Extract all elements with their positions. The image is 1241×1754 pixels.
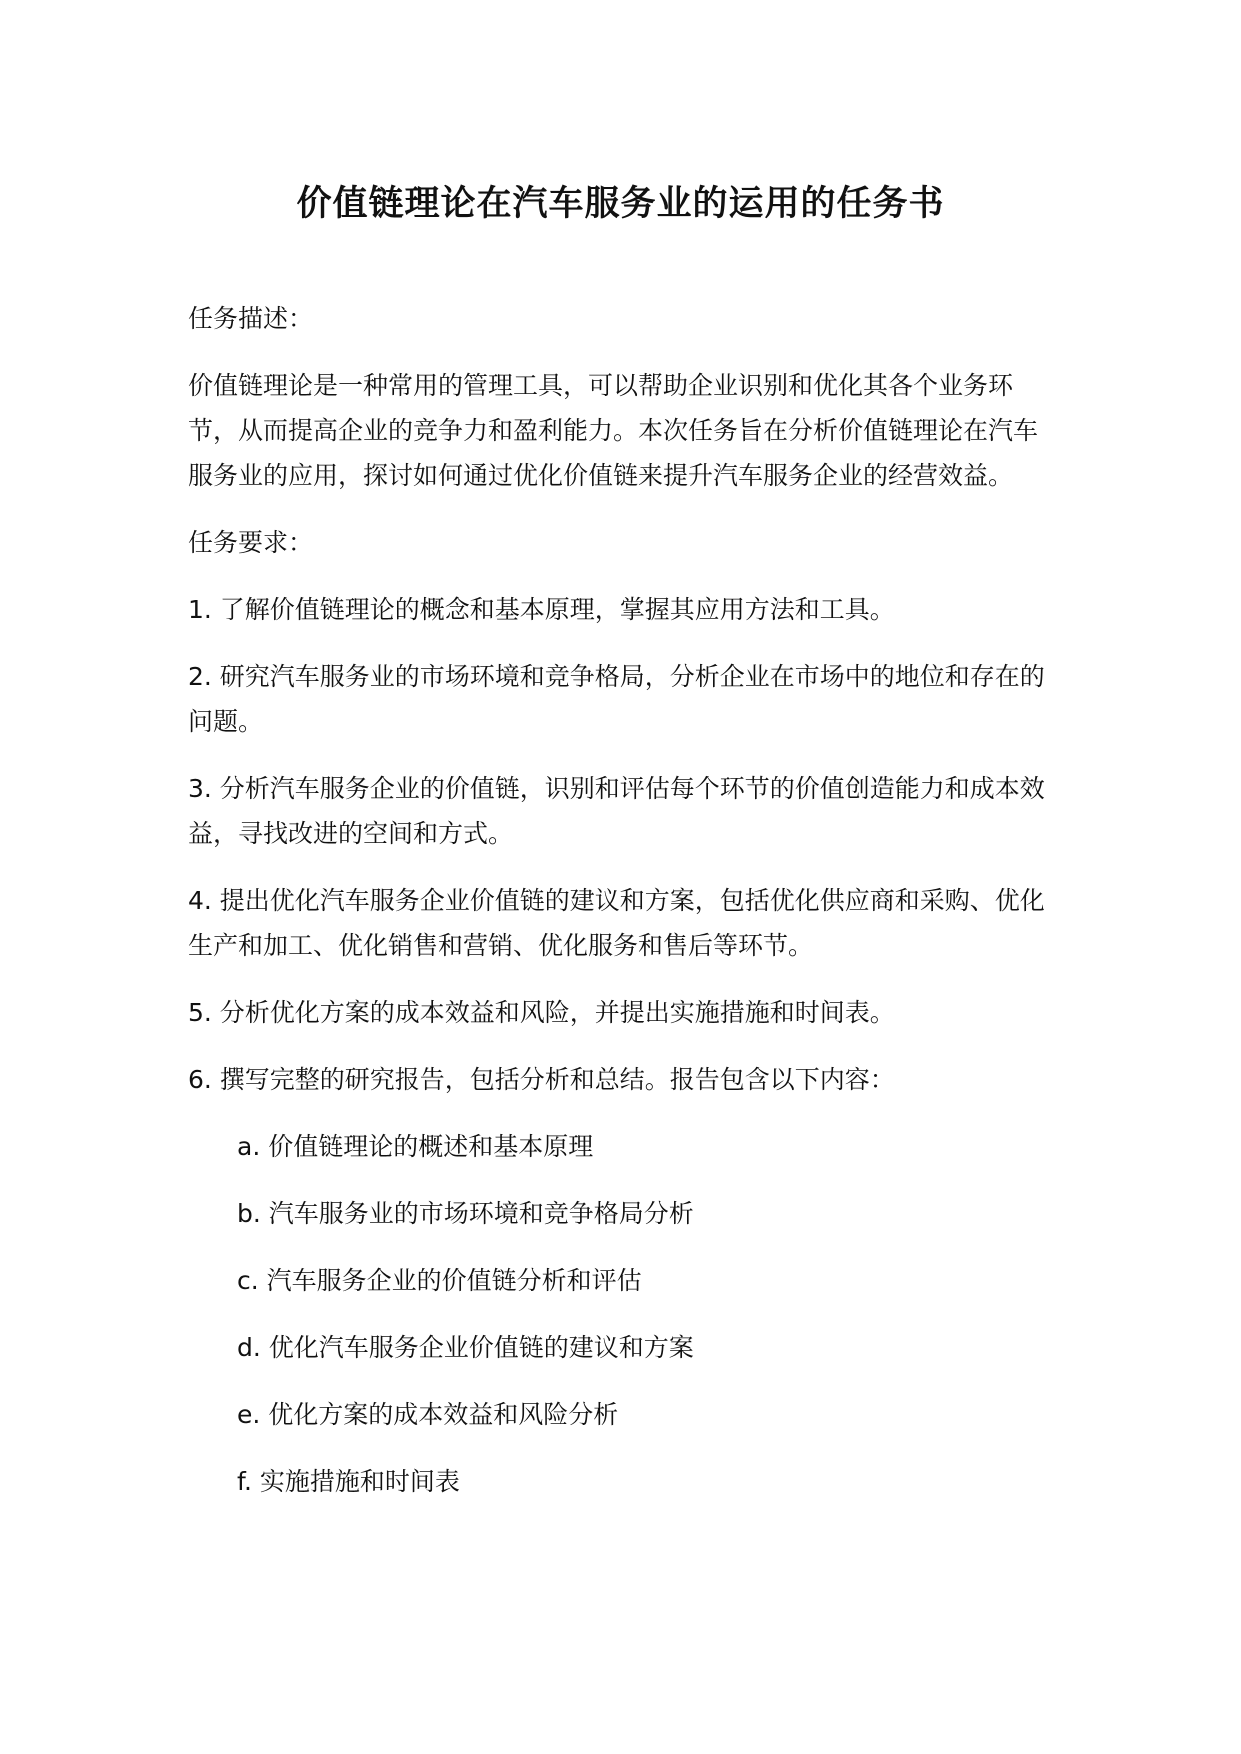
- report-content-item-f: f. 实施措施和时间表: [237, 1467, 460, 1496]
- report-content-item-d: d. 优化汽车服务企业价值链的建议和方案: [237, 1333, 694, 1362]
- document-title: 价值链理论在汽车服务业的运用的任务书: [296, 184, 945, 224]
- report-contents-list: [188, 1124, 1048, 1504]
- requirement-item-5: 5. 分析优化方案的成本效益和风险，并提出实施措施和时间表。: [188, 998, 895, 1027]
- requirements-heading: 任务要求：: [188, 528, 314, 557]
- report-content-item-a: a. 价值链理论的概述和基本原理: [237, 1132, 594, 1161]
- document-body: [188, 296, 1048, 1526]
- requirement-item-1: 1. 了解价值链理论的概念和基本原理，掌握其应用方法和工具。: [188, 595, 895, 624]
- description-paragraph: 价值链理论是一种常用的管理工具，可以帮助企业识别和优化其各个业务环节，从而提高企业的竞争力和盈利能力。本次任务旨在分析价值链理论在汽车服务业的应用，探讨如何通过优化价值链来提升汽车服务企业的经营效益。: [188, 371, 1039, 490]
- requirement-item-2: 2. 研究汽车服务业的市场环境和竞争格局，分析企业在市场中的地位和存在的问题。: [188, 662, 1045, 736]
- requirement-item-4: 4. 提出优化汽车服务企业价值链的建议和方案，包括优化供应商和采购、优化生产和加工、优化销售和营销、优化服务和售后等环节。: [188, 886, 1045, 960]
- report-content-item-e: e. 优化方案的成本效益和风险分析: [237, 1400, 619, 1429]
- requirement-item-6: 6. 撰写完整的研究报告，包括分析和总结。报告包含以下内容：: [188, 1065, 895, 1094]
- description-heading: 任务描述：: [188, 304, 314, 333]
- requirement-item-3: 3. 分析汽车服务企业的价值链，识别和评估每个环节的价值创造能力和成本效益，寻找改进的空间和方式。: [188, 774, 1045, 848]
- report-content-item-b: b. 汽车服务业的市场环境和竞争格局分析: [237, 1199, 694, 1228]
- report-content-item-c: c. 汽车服务企业的价值链分析和评估: [237, 1266, 642, 1295]
